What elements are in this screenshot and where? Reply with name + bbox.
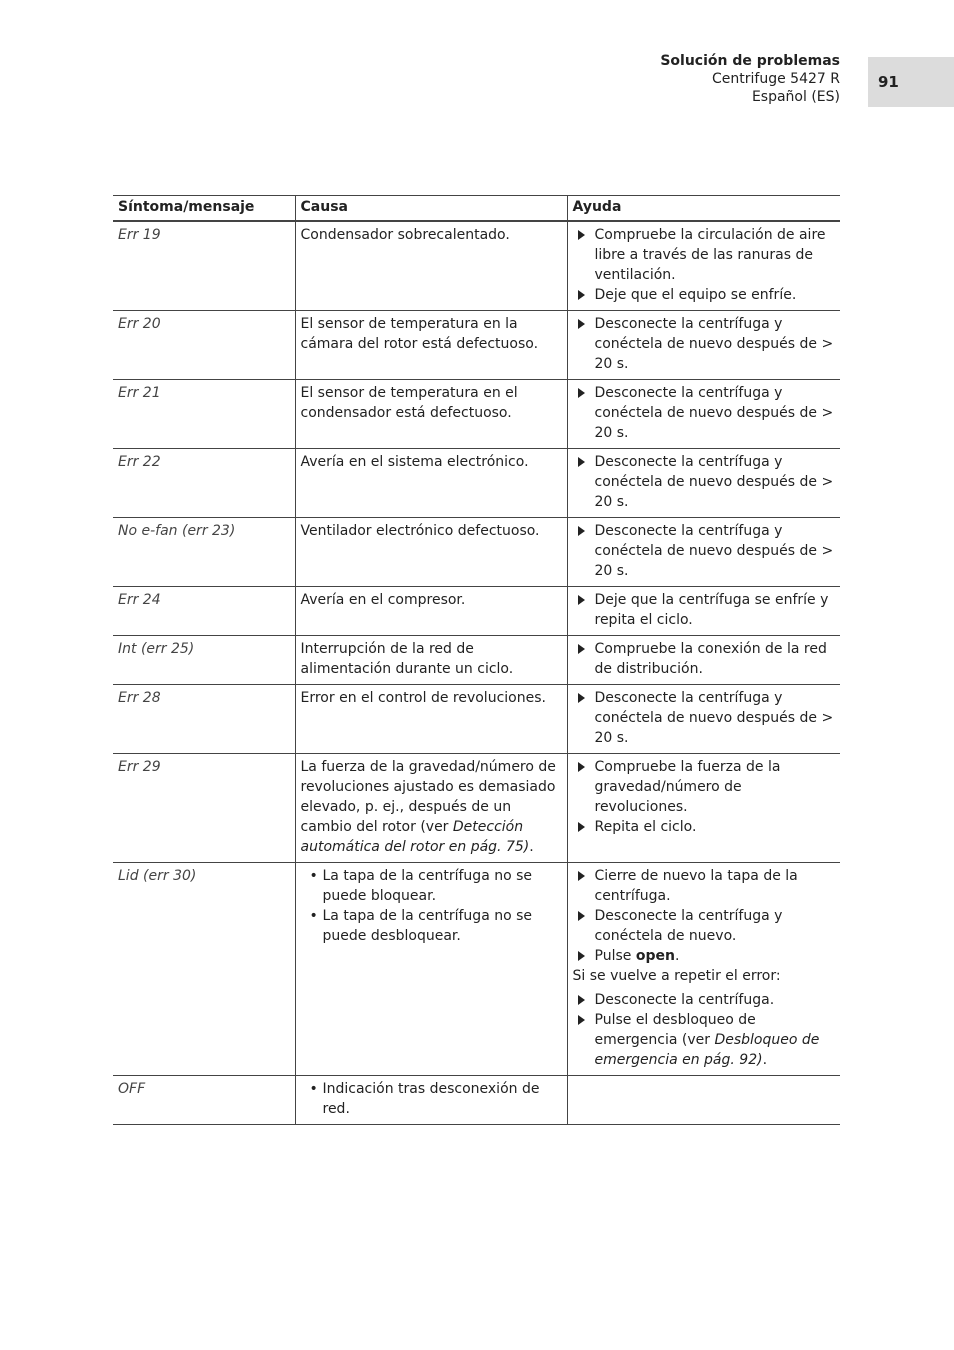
cross-reference-link[interactable]: Detección automática del rotor en pág. 75) xyxy=(300,819,530,855)
table-row xyxy=(113,380,840,449)
cross-reference-link[interactable]: Desbloqueo de emergencia en pág. 92) xyxy=(594,1032,820,1068)
cause-cell: El sensor de temperatura en el condensador está defectuoso. xyxy=(295,380,567,449)
symptom-cell: Err 28 xyxy=(113,685,295,754)
help-step: Desconecte la centrífuga y conéctela de nuevo después de > 20 s. xyxy=(573,688,836,748)
help-step: Compruebe la circulación de aire libre a través de las ranuras de ventilación. xyxy=(573,225,836,285)
cause-cell xyxy=(295,754,567,863)
cause-cell: Avería en el compresor. xyxy=(295,587,567,636)
cause-cell: Avería en el sistema electrónico. xyxy=(295,449,567,518)
cause-cell: Condensador sobrecalentado. xyxy=(295,221,567,311)
language-label: Español (ES) xyxy=(751,89,840,105)
help-step xyxy=(573,946,836,966)
cause-cell xyxy=(295,1076,567,1125)
help-cell xyxy=(567,1076,840,1125)
cause-bullet: • La tapa de la centrífuga no se puede desbloquear. xyxy=(301,906,562,946)
table-row xyxy=(113,221,840,311)
cause-text-end: . xyxy=(529,839,534,855)
table-header-row xyxy=(113,196,840,222)
symptom-cell: OFF xyxy=(113,1076,295,1125)
help-emergency-end: . xyxy=(762,1052,768,1068)
help-cell xyxy=(567,221,840,311)
page-number: 91 xyxy=(878,73,899,91)
help-step: Desconecte la centrífuga y conéctela de nuevo. xyxy=(573,906,836,946)
help-step: Desconecte la centrífuga y conéctela de nuevo después de > 20 s. xyxy=(573,383,836,443)
help-step: Compruebe la conexión de la red de distribución. xyxy=(573,639,836,679)
help-note: Si se vuelve a repetir el error: xyxy=(572,968,781,984)
cause-cell: Interrupción de la red de alimentación durante un ciclo. xyxy=(295,636,567,685)
help-pulse-end: . xyxy=(674,948,680,964)
help-cell xyxy=(567,380,840,449)
help-step: Desconecte la centrífuga. xyxy=(573,990,836,1010)
help-cell xyxy=(567,636,840,685)
cause-cell: El sensor de temperatura en la cámara del rotor está defectuoso. xyxy=(295,311,567,380)
section-title: Solución de problemas xyxy=(660,53,840,69)
table-row xyxy=(113,587,840,636)
table-row xyxy=(113,518,840,587)
help-step: Compruebe la fuerza de la gravedad/número de revoluciones. xyxy=(573,757,836,817)
help-cell xyxy=(567,587,840,636)
cause-text: La fuerza de la gravedad/número de revoluciones ajustado es demasiado elevado, p. ej., después de un cambio del rotor (ver xyxy=(300,759,556,835)
help-step: Deje que el equipo se enfríe. xyxy=(573,285,836,305)
cause-cell xyxy=(295,863,567,1076)
help-cell xyxy=(567,754,840,863)
column-header-help: Ayuda xyxy=(567,196,840,222)
cause-cell: Ventilador electrónico defectuoso. xyxy=(295,518,567,587)
cause-bullet: • La tapa de la centrífuga no se puede bloquear. xyxy=(301,866,562,906)
help-cell xyxy=(567,449,840,518)
help-emergency-text: Pulse el desbloqueo de emergencia (ver xyxy=(594,1012,756,1048)
help-step: Repita el ciclo. xyxy=(573,817,836,837)
help-step: Desconecte la centrífuga y conéctela de nuevo después de > 20 s. xyxy=(573,314,836,374)
table-row xyxy=(113,863,840,1076)
symptom-cell: Err 29 xyxy=(113,754,295,863)
help-cell xyxy=(567,518,840,587)
help-step: Deje que la centrífuga se enfríe y repita el ciclo. xyxy=(573,590,836,630)
help-cell xyxy=(567,863,840,1076)
symptom-cell: No e-fan (err 23) xyxy=(113,518,295,587)
symptom-cell: Int (err 25) xyxy=(113,636,295,685)
table-row xyxy=(113,685,840,754)
help-step xyxy=(573,1010,836,1070)
open-key-label: open xyxy=(635,948,675,964)
symptom-cell: Err 22 xyxy=(113,449,295,518)
table-row xyxy=(113,449,840,518)
symptom-cell: Lid (err 30) xyxy=(113,863,295,1076)
help-step: Desconecte la centrífuga y conéctela de nuevo después de > 20 s. xyxy=(573,521,836,581)
symptom-cell: Err 19 xyxy=(113,221,295,311)
help-cell xyxy=(567,311,840,380)
product-name: Centrifuge 5427 R xyxy=(712,71,840,87)
symptom-cell: Err 21 xyxy=(113,380,295,449)
column-header-cause: Causa xyxy=(295,196,567,222)
cause-bullet: • Indicación tras desconexión de red. xyxy=(301,1079,562,1119)
symptom-cell: Err 24 xyxy=(113,587,295,636)
help-step: Desconecte la centrífuga y conéctela de nuevo después de > 20 s. xyxy=(573,452,836,512)
column-header-symptom: Síntoma/mensaje xyxy=(113,196,295,222)
help-cell xyxy=(567,685,840,754)
help-pulse-text: Pulse xyxy=(594,948,636,964)
help-step: Cierre de nuevo la tapa de la centrífuga. xyxy=(573,866,836,906)
page-header xyxy=(660,52,840,106)
symptom-cell: Err 20 xyxy=(113,311,295,380)
page-number-tab xyxy=(868,57,954,107)
cause-cell: Error en el control de revoluciones. xyxy=(295,685,567,754)
table-row xyxy=(113,1076,840,1125)
table-row xyxy=(113,311,840,380)
table-row xyxy=(113,754,840,863)
table-row xyxy=(113,636,840,685)
troubleshooting-table xyxy=(113,195,840,1125)
